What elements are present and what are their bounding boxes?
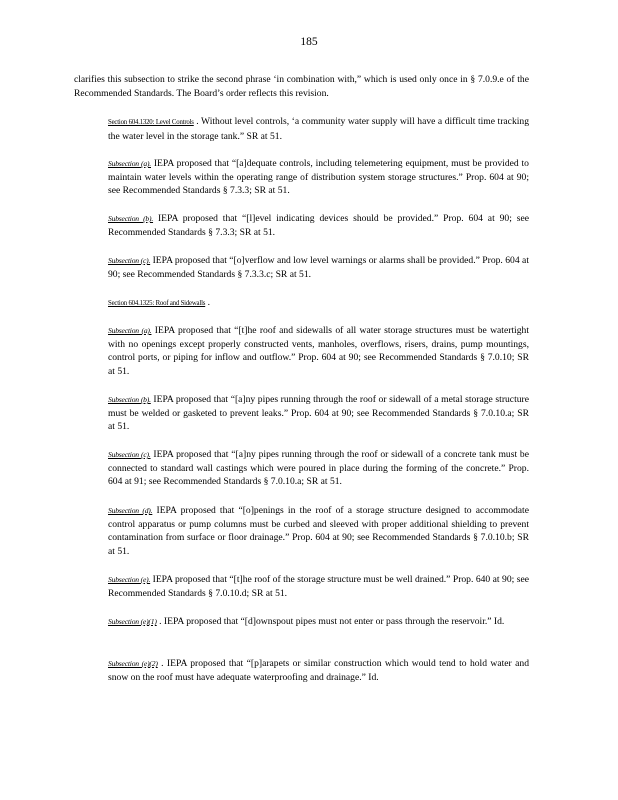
subsection-label: Subsection (d). bbox=[108, 506, 153, 515]
subsection-label: Subsection (c). bbox=[108, 450, 151, 459]
paragraph-subsection-c bbox=[74, 254, 529, 281]
paragraph-text: clarifies this subsection to strike the second phrase ‘in combination with,” which is used only once in § 7.0.9.e of the Recommended Standards. The Board’s order reflects this revision. bbox=[74, 74, 529, 99]
page-number: 185 bbox=[300, 36, 318, 48]
paragraph-roof-subsection-d bbox=[74, 504, 529, 558]
paragraph-text: IEPA proposed that “[l]evel indicating devices should be provided.” Prop. 604 at 90; see Recommended Standards § 7.3.3; SR at 51. bbox=[108, 213, 529, 238]
paragraph-subsection-a bbox=[74, 157, 529, 198]
paragraph-roof-subsection-e1 bbox=[74, 615, 529, 629]
paragraph-section-1325 bbox=[74, 296, 529, 311]
subsection-label: Subsection (a). bbox=[108, 159, 151, 168]
paragraph-text: . Without level controls, ‘a community water supply will have a difficult time tracking the water level in the storage tank.” SR at 51. bbox=[108, 116, 529, 142]
paragraph-text: IEPA proposed that “[a]ny pipes running through the roof or sidewall of a metal storage structure must be welded or gasketed to prevent leaks.” Prop. 604 at 90; see Recommended Standards § 7.0.10.a; SR at 51. bbox=[108, 394, 529, 433]
paragraph-text: . IEPA proposed that “[p]arapets or similar construction which would tend to hold water and snow on the roof must have adequate waterproofing and drainage.” Id. bbox=[108, 658, 529, 683]
subsection-label: Subsection (b). bbox=[108, 214, 154, 223]
paragraph-text: IEPA proposed that “[a]ny pipes running through the roof or sidewall of a concrete tank must be connected to standard wall castings which were poured in place during the forming of the concrete.” Prop. 604 at 91; see Recommended Standards § 7.0.10.a; SR at 51. bbox=[108, 449, 529, 488]
paragraph-subsection-b bbox=[74, 212, 529, 239]
paragraph-text: IEPA proposed that “[a]dequate controls, including telemetering equipment, must be provided to maintain water levels within the operating range of distribution system storage structures.” Prop. 604 at 90; see Recommended Standards § 7.3.3; SR at 51. bbox=[108, 158, 529, 197]
paragraph-roof-subsection-e2 bbox=[74, 657, 529, 684]
paragraph-text: IEPA proposed that “[o]penings in the roof of a storage structure designed to accommodate control apparatus or pump columns must be curbed and sleeved with proper additional shielding to prevent contamination from surface or floor drainage.” Prop. 604 at 90; see Recommended Standards § 7.0.10.b; SR at 51. bbox=[108, 505, 529, 557]
subsection-label: Subsection (c). bbox=[108, 256, 151, 265]
paragraph-roof-subsection-a bbox=[74, 324, 529, 378]
paragraph-text: . bbox=[207, 297, 211, 308]
subsection-label: Subsection (e)(1) bbox=[108, 617, 157, 626]
paragraph-section-1320 bbox=[74, 115, 529, 143]
paragraph-text: IEPA proposed that “[t]he roof and sidewalls of all water storage structures must be watertight with no openings except properly constructed vents, manholes, overflows, risers, drains, pump mountings, control ports, or piping for inflow and outflow.” Prop. 604 at 90; see Recommended Standards § 7.0.10; SR at 51. bbox=[108, 325, 529, 377]
subsection-label: Subsection (e). bbox=[108, 575, 151, 584]
subsection-label: Subsection (b). bbox=[108, 395, 151, 404]
paragraph-roof-subsection-c bbox=[74, 448, 529, 489]
paragraph-intro bbox=[74, 73, 529, 100]
section-heading: Section 604.1325: Roof and Sidewalls bbox=[108, 300, 206, 307]
paragraph-text: IEPA proposed that “[t]he roof of the storage structure must be well drained.” Prop. 640 at 90; see Recommended Standards § 7.0.10.d; SR at 51. bbox=[108, 574, 529, 599]
subsection-label: Subsection (e)(2) bbox=[108, 659, 158, 668]
subsection-label: Subsection (a). bbox=[108, 326, 152, 335]
paragraph-text: IEPA proposed that “[o]verflow and low level warnings or alarms shall be provided.” Prop. 604 at 90; see Recommended Standards § 7.3.3.c; SR at 51. bbox=[108, 255, 529, 280]
section-heading: Section 604.1320: Level Controls bbox=[108, 119, 194, 126]
paragraph-roof-subsection-b bbox=[74, 393, 529, 434]
paragraph-roof-subsection-e bbox=[74, 573, 529, 600]
paragraph-text: . IEPA proposed that “[d]ownspout pipes must not enter or pass through the reservoir.” Id. bbox=[159, 616, 505, 627]
